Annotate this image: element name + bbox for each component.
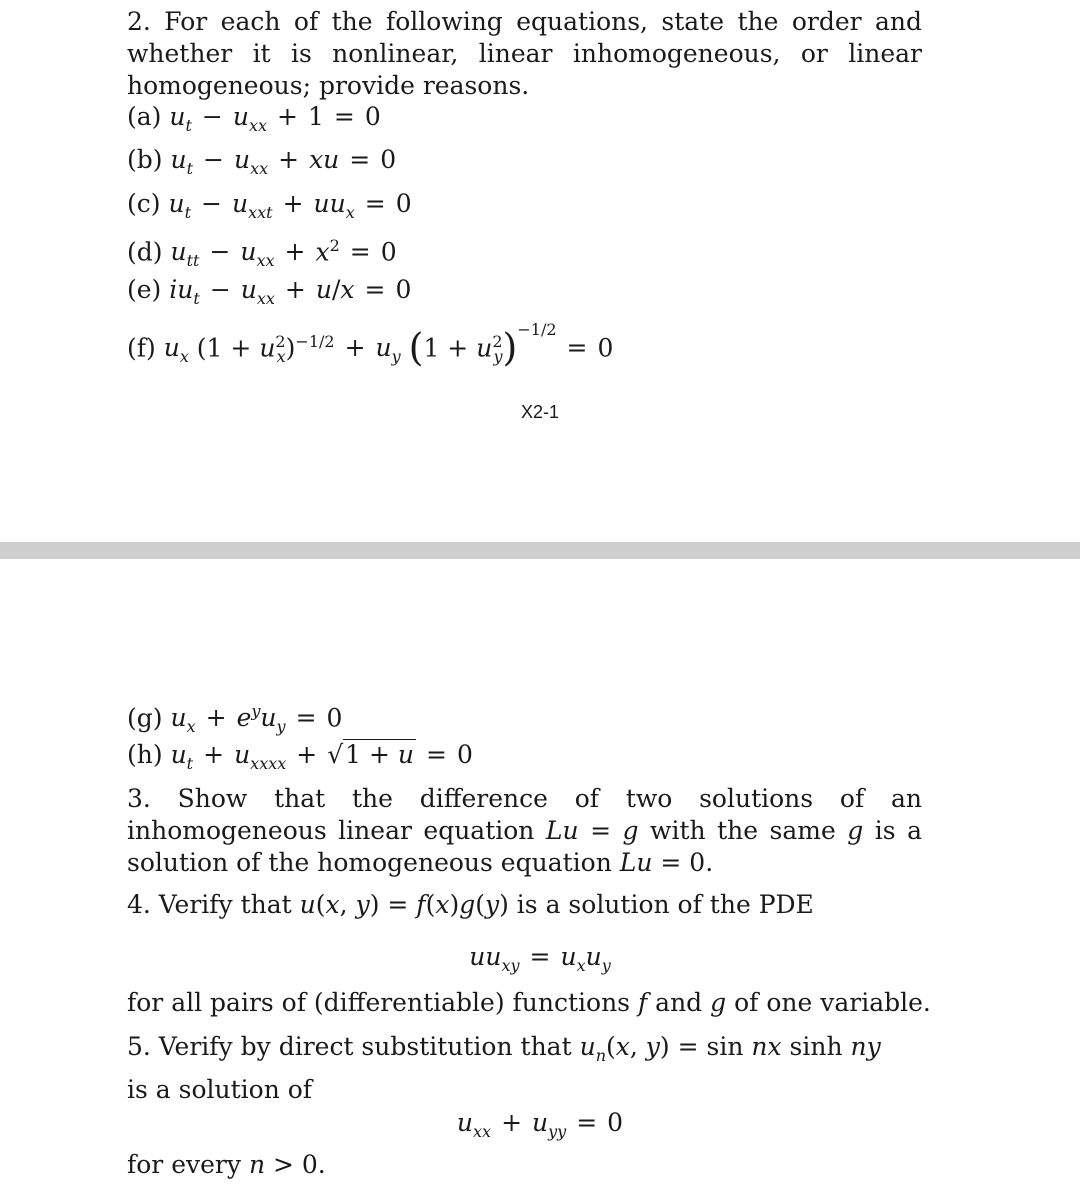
part-label-a: (a) xyxy=(127,102,162,131)
problem-4-intro: 4. Verify that u(x, y) = f(x)g(y) is a solution of the PDE xyxy=(127,890,814,919)
equation-c: (c) $u_t - u_{xxt} + uu_x = 0$ xyxy=(127,189,412,222)
part-label-b: (b) xyxy=(127,145,163,174)
problem-5-mid: is a solution of xyxy=(127,1075,313,1104)
page-footer-label: X2-1 xyxy=(520,402,560,422)
equation-h: (h) $u_t + u_{xxxx} + √1 + u = 0$ xyxy=(127,740,473,773)
page-top xyxy=(0,0,1080,542)
part-label-c: (c) xyxy=(127,189,161,218)
equation-e: (e) $iu_t - u_{xx} + u/x = 0$ xyxy=(127,275,412,308)
problem-5-tail: for every n > 0. xyxy=(127,1150,326,1179)
equation-f: (f) $u_x$ $(1 + u^2_x)^{-1/2} + u_y$ $(1 + u^2_y)^{-1/2}= 0$ xyxy=(127,320,614,370)
part-label-e: (e) xyxy=(127,275,162,304)
part-label-f: (f) xyxy=(127,333,156,363)
problem-3: 3. Show that the difference of two solutions of an inhomogeneous linear equation Lu = g with the same g is a solution of the homogeneous equation Lu = 0. xyxy=(127,784,922,877)
part-label-d: (d) xyxy=(127,237,163,267)
equation-d: (d) $u_{tt} - u_{xx} + x^2 = 0$ xyxy=(127,236,397,271)
equation-a: (a) $u_t - u_{xx} + 1 = 0$ xyxy=(127,102,381,135)
part-label-g: (g) xyxy=(127,703,163,733)
problem-2-intro: 2. For each of the following equations, state the order and whether it is nonlinear, linear inhomogeneous, or linear homogeneous; provide reasons. xyxy=(127,7,922,100)
page-divider xyxy=(0,542,1080,559)
part-label-h: (h) xyxy=(127,740,163,769)
problem-4-tail: for all pairs of (differentiable) functions f and g of one variable. xyxy=(127,988,931,1017)
problem-5-intro: 5. Verify by direct substitution that $u_n(x$, y) = sin nx sinh ny xyxy=(127,1032,881,1065)
problem-4-equation: $uu_{xy} = u_xu_y$ xyxy=(469,942,611,975)
equation-g: (g) $u_x + e^yu_y = 0$ xyxy=(127,702,343,737)
equation-b: (b) $u_t - u_{xx}$ + xu = 0 xyxy=(127,145,397,178)
problem-5-equation: $u_{xx} + u_{yy} = 0$ xyxy=(456,1108,624,1141)
page-bottom xyxy=(0,559,1080,1201)
